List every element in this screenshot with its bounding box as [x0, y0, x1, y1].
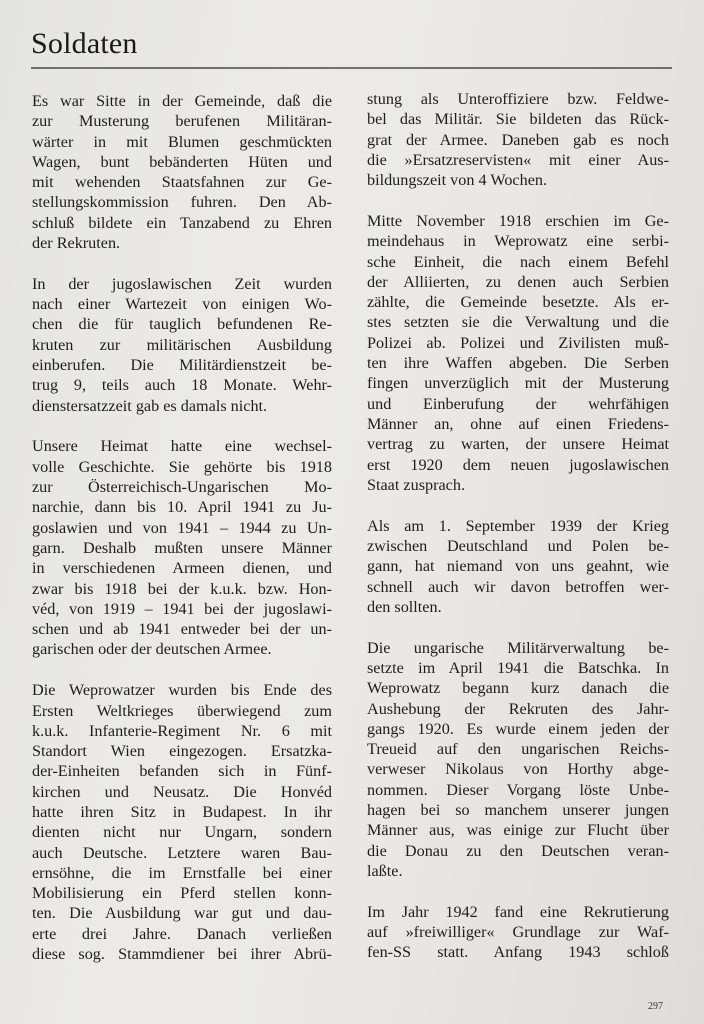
left-column [32, 91, 332, 985]
text-line: k.u.k. Infanterie-Regiment Nr. 6 mit [32, 721, 332, 740]
text-line: Weprowatz begann kurz danach die [367, 679, 669, 698]
text-line: narchie, dann bis 10. April 1941 zu Ju- [32, 498, 332, 517]
text-line: Aushebung der Rekruten des Jahr- [367, 699, 669, 718]
paragraph [367, 638, 669, 882]
text-line: Staat zusprach. [367, 475, 465, 494]
text-line: Mobilisierung ein Pferd stellen konn- [32, 884, 332, 903]
text-line: diese sog. Stammdiener bei ihrer Abrü- [32, 945, 332, 964]
text-line: zwischen Deutschland und Polen be- [367, 536, 669, 555]
text-line: Als am 1. September 1939 der Krieg [367, 516, 669, 535]
text-line: die »Ersatzreservisten« mit einer Aus- [367, 150, 669, 169]
text-line: ten. Die Ausbildung war gut und dau- [32, 904, 332, 923]
text-line: laßte. [367, 861, 403, 880]
text-line: volle Geschichte. Sie gehörte bis 1918 [32, 457, 332, 476]
paragraph [367, 516, 669, 617]
paragraph [32, 680, 332, 964]
text-line: Mitte November 1918 erschien im Ge- [367, 211, 669, 230]
text-line: erst 1920 dem neuen jugoslawischen [367, 455, 669, 474]
text-line: kirchen und Neusatz. Die Honvéd [32, 782, 332, 801]
paragraph [367, 89, 669, 190]
text-line: einberufen. Die Militärdienstzeit be- [32, 356, 332, 375]
text-line: verweser Nikolaus von Horthy abge- [367, 760, 669, 779]
paragraph [367, 211, 669, 495]
text-line: schen und ab 1941 entweder bei der un- [32, 620, 332, 639]
text-line: in verschiedenen Armeen dienen, und [32, 559, 332, 578]
text-line: der-Einheiten befanden sich in Fünf- [32, 762, 332, 781]
text-line: In der jugoslawischen Zeit wurden [32, 274, 332, 293]
text-line: zur Musterung berufenen Militäran- [32, 112, 332, 131]
text-line: der Rekruten. [32, 234, 121, 253]
text-line: schluß bildete ein Tanzabend zu Ehren [32, 213, 332, 232]
text-line: Unsere Heimat hatte eine wechsel- [32, 437, 332, 456]
text-line: ernsöhne, die im Ernstfalle bei einer [32, 863, 332, 882]
text-line: auf »freiwilliger« Grundlage zur Waf- [367, 922, 669, 941]
text-line: grat der Armee. Daneben gab es noch [367, 130, 669, 149]
text-line: garn. Deshalb mußten unsere Männer [32, 538, 332, 557]
text-line: wärter in mit Blumen geschmückten [32, 132, 332, 151]
text-line: Die Weprowatzer wurden bis Ende des [32, 681, 332, 700]
text-line: Männer an, ohne auf einen Friedens- [367, 414, 669, 433]
text-line: hatte ihren Sitz in Budapest. In ihr [32, 803, 332, 821]
text-line: garischen oder der deutschen Armee. [32, 640, 272, 659]
paragraph [32, 436, 332, 659]
text-line: setzte im April 1941 die Batschka. In [367, 658, 669, 677]
page-title: Soldaten [31, 27, 138, 60]
text-line: Treueid auf den ungarischen Reichs- [367, 740, 669, 759]
text-line: gangs 1920. Es wurde einem jeden der [367, 719, 669, 738]
text-line: nommen. Dieser Vorgang löste Unbe- [367, 780, 669, 799]
text-line: goslawien und von 1941 – 1944 zu Un- [32, 518, 332, 537]
text-line: vertrag zu warten, der unsere Heimat [367, 435, 669, 454]
text-line: den sollten. [367, 597, 442, 616]
text-line: zur Österreichisch-Ungarischen Mo- [32, 478, 332, 497]
text-line: auch Deutsche. Letztere waren Bau- [32, 843, 332, 862]
paragraph [32, 274, 332, 416]
text-line: chen die für tauglich befundenen Re- [32, 315, 332, 334]
text-line: bildungszeit von 4 Wochen. [367, 171, 548, 190]
text-line: meindehaus in Weprowatz eine serbi- [367, 232, 669, 251]
text-line: hagen bei so manchem unserer jungen [367, 801, 669, 819]
text-line: gann, hat niemand von uns geahnt, wie [367, 557, 669, 576]
text-line: Die ungarische Militärverwaltung be- [367, 638, 669, 657]
text-line: Polizei ab. Polizei und Zivilisten muß- [367, 333, 669, 352]
text-line: nach einer Wartezeit von einigen Wo- [32, 295, 332, 314]
text-line: Wagen, bunt bebänderten Hüten und [32, 152, 332, 171]
paragraph [32, 91, 332, 253]
text-line: sche Einheit, die nach einem Befehl [367, 252, 669, 271]
text-line: zwar bis 1918 bei der k.u.k. bzw. Hon- [32, 579, 332, 598]
text-line: dienten nicht nur Ungarn, sondern [32, 823, 332, 842]
text-line: stellungskommission fuhren. Den Ab- [32, 193, 332, 212]
text-line: die Donau zu den Deutschen veran- [367, 841, 669, 860]
text-line: der Alliierten, zu denen auch Serbien [367, 272, 669, 291]
text-line: Männer aus, was einige zur Flucht über [367, 821, 669, 840]
text-line: erte drei Jahre. Danach verließen [32, 924, 332, 943]
right-column [367, 89, 669, 983]
text-line: mit wehenden Staatsfahnen zur Ge- [32, 173, 332, 192]
text-line: bel das Militär. Sie bildeten das Rück- [367, 110, 669, 129]
text-line: ten ihre Waffen abgeben. Die Serben [367, 354, 669, 373]
text-line: fen-SS statt. Anfang 1943 schloß [367, 943, 669, 962]
text-line: schnell auch wir davon betroffen wer- [367, 577, 669, 596]
text-line: Im Jahr 1942 fand eine Rekrutierung [367, 902, 669, 921]
text-line: stes setzten sie die Verwaltung und die [367, 313, 669, 332]
text-line: Standort Wien eingezogen. Ersatzka- [32, 742, 332, 761]
title-divider [31, 67, 672, 69]
page-number: 297 [648, 1001, 663, 1012]
text-line: kruten zur militärischen Ausbildung [32, 335, 332, 354]
text-line: fingen unverzüglich mit der Musterung [367, 374, 669, 393]
text-line: stung als Unteroffiziere bzw. Feldwe- [367, 90, 669, 108]
text-line: dienstersatzzeit gab es damals nicht. [32, 396, 268, 415]
paragraph [367, 902, 669, 963]
text-line: und Einberufung der wehrfähigen [367, 394, 669, 413]
text-line: Es war Sitte in der Gemeinde, daß die [32, 92, 332, 110]
text-line: zählte, die Gemeinde besetzte. Als er- [367, 293, 669, 312]
text-line: trug 9, teils auch 18 Monate. Wehr- [32, 376, 332, 395]
text-line: Ersten Weltkrieges überwiegend zum [32, 701, 332, 720]
text-line: véd, von 1919 – 1941 bei der jugoslawi- [32, 599, 332, 618]
